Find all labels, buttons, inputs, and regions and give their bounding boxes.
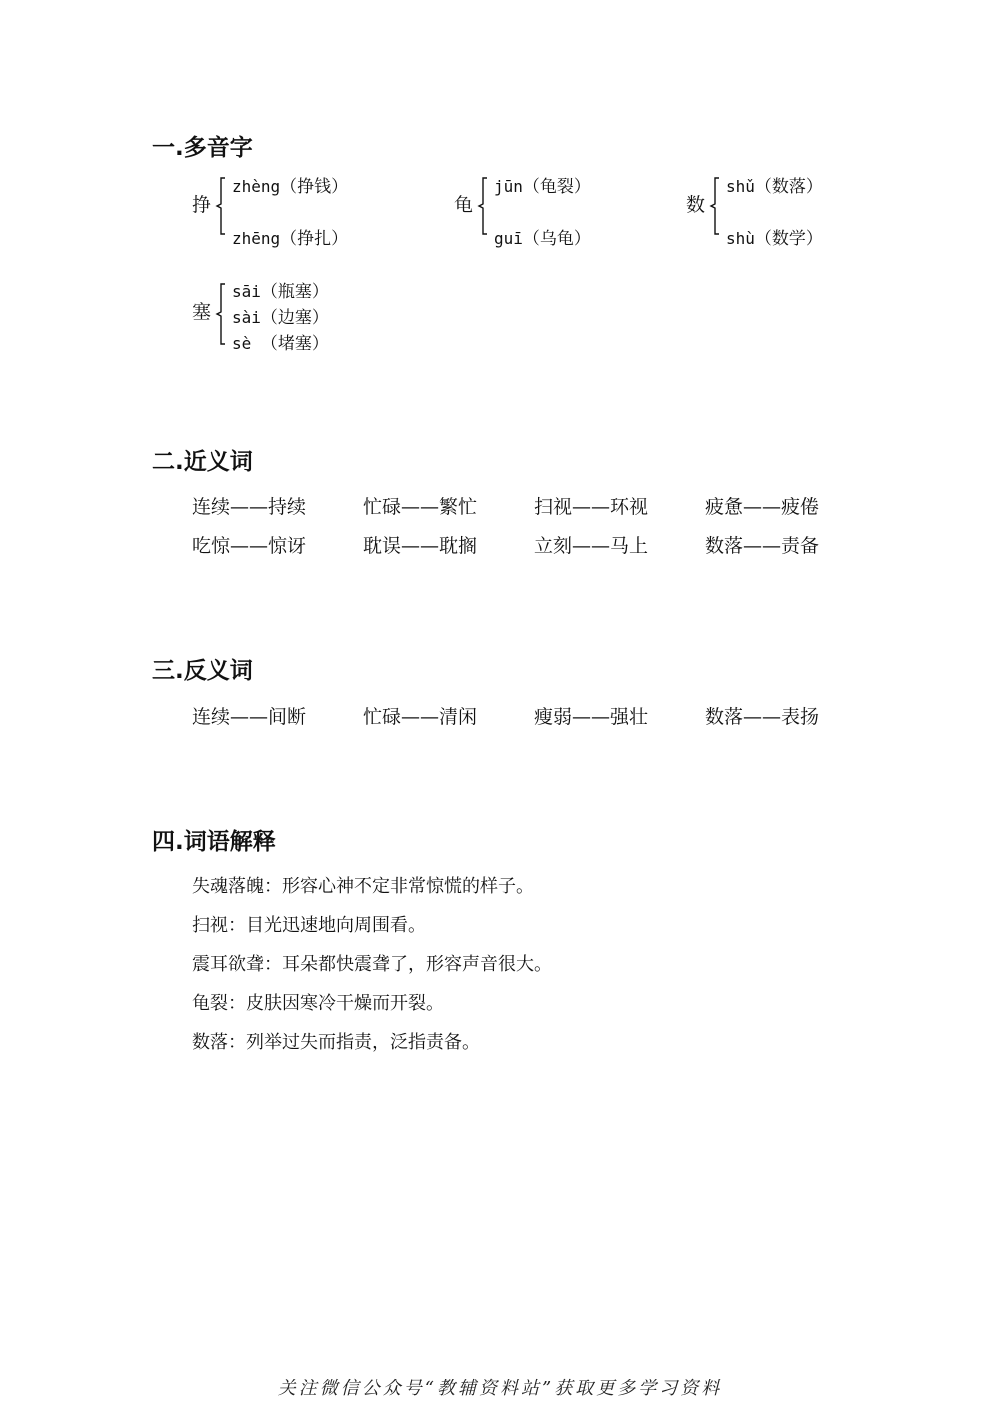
synonym-pair: 数落——责备	[705, 535, 820, 557]
definition-list	[192, 875, 552, 1070]
reading-row: guī（乌龟）	[494, 229, 591, 249]
footer-note: 关注微信公众号“教辅资料站”获取更多学习资料	[277, 1378, 723, 1399]
synonym-pair: 扫视——环视	[534, 496, 649, 518]
reading-row: sāi（瓶塞）	[232, 282, 329, 302]
synonym-pair: 忙碌——繁忙	[363, 496, 478, 518]
reading-row: jūn（龟裂）	[494, 177, 591, 197]
antonym-pair: 瘦弱——强壮	[534, 706, 649, 728]
section-heading-synonyms: 二.近义词	[152, 449, 253, 475]
brace-icon	[474, 176, 490, 236]
reading-row: shǔ（数落）	[726, 177, 823, 197]
synonym-pair: 立刻——马上	[534, 535, 649, 557]
brace-icon	[706, 176, 722, 236]
definition-item: 失魂落魄：形容心神不定非常惊慌的样子。	[192, 876, 534, 897]
synonym-pair: 连续——持续	[192, 496, 307, 518]
reading-row: shù（数学）	[726, 229, 823, 249]
reading-row: sài（边塞）	[232, 308, 329, 328]
brace-icon	[212, 176, 228, 236]
definition-item: 震耳欲聋：耳朵都快震聋了，形容声音很大。	[192, 954, 552, 975]
brace-icon	[212, 281, 228, 347]
synonym-pair: 疲惫——疲倦	[705, 496, 820, 518]
definition-item: 数落：列举过失而指责，泛指责备。	[192, 1032, 480, 1053]
polyphonic-char: 数	[686, 194, 706, 216]
polyphonic-char: 龟	[454, 194, 474, 216]
polyphonic-char: 挣	[192, 194, 212, 216]
reading-row: sè （堵塞）	[232, 334, 329, 354]
antonym-pair: 数落——表扬	[705, 706, 820, 728]
section-heading-definitions: 四.词语解释	[152, 829, 276, 855]
reading-row: zhēng（挣扎）	[232, 229, 349, 249]
polyphonic-char: 塞	[192, 301, 212, 323]
definition-item: 龟裂：皮肤因寒冷干燥而开裂。	[192, 993, 444, 1014]
synonym-pair: 耽误——耽搁	[363, 535, 478, 557]
antonym-pair: 连续——间断	[192, 706, 307, 728]
antonym-pair: 忙碌——清闲	[363, 706, 478, 728]
section-heading-polyphonic: 一.多音字	[152, 135, 253, 161]
reading-row: zhèng（挣钱）	[232, 177, 349, 197]
synonym-pair: 吃惊——惊讶	[192, 535, 307, 557]
definition-item: 扫视：目光迅速地向周围看。	[192, 915, 426, 936]
section-heading-antonyms: 三.反义词	[152, 658, 253, 684]
